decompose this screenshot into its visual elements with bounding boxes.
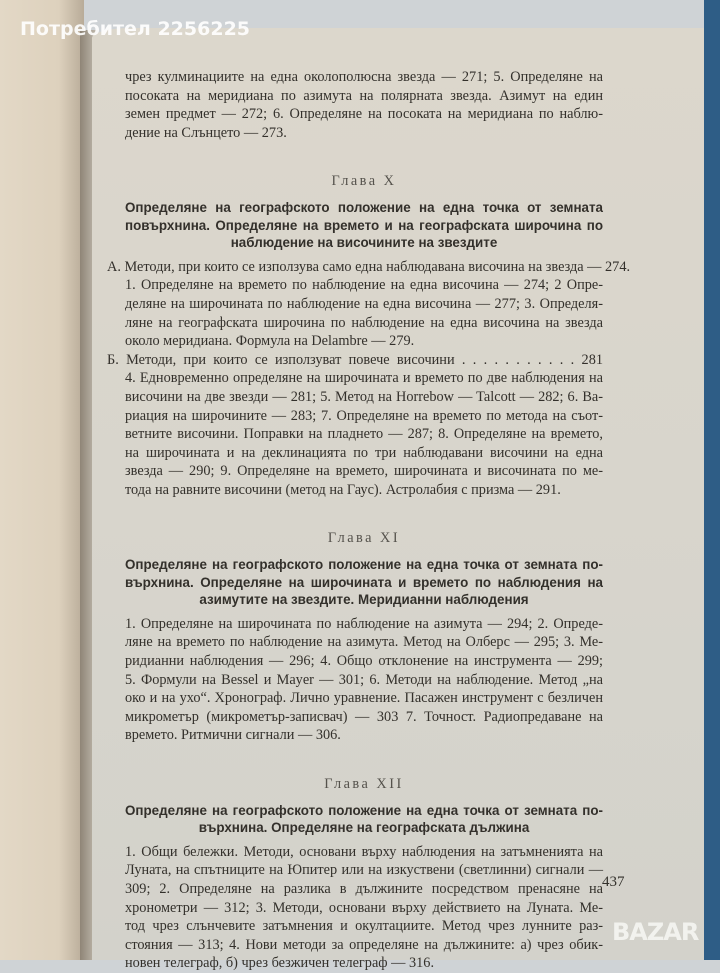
text-line: ляне на географската широчина по наблюдение на една височина на звезда — [125, 314, 603, 331]
text-line: новен телеграф, б) чрез безжичен телеграф — 316. — [125, 955, 435, 972]
text-line: 4. Едновременно определяне на широчината и времето по две наблюдения на — [125, 370, 603, 387]
text-line: върхнина. Определяне на широчината и времето по наблюдения на — [125, 574, 603, 590]
text-line: микрометър (микрометър-записвач) — 303 7. Точност. Радиопредаване на — [125, 708, 603, 725]
chapter-heading — [125, 802, 603, 837]
text-line: 1. Определяне на широчината по наблюдение на азимута — 294; 2. Опреде- — [125, 615, 603, 632]
text-line: върхнина. Определяне на географската дължина — [198, 820, 530, 836]
text-line: земен предмет — 272; 6. Определяне на посоката на меридиана по наблю- — [125, 106, 603, 123]
contents-paragraph — [107, 351, 603, 500]
text-line: около меридиана. Формула на Delambre — 279. — [125, 333, 415, 350]
text-line: 5. Формули на Bessel и Mayer — 301; 6. Методи на наблюдение. Метод „на — [125, 671, 603, 688]
text-line: риация на широчините — 283; 7. Определяне на времето по метода на съот- — [125, 407, 603, 424]
text-line: времето. Ритмични сигнали — 306. — [125, 727, 341, 744]
text-line: хронометри — 312; 3. Методи, основани върху действието на Луната. Ме- — [125, 899, 603, 916]
text-line: чрез кулминациите на една околополюсна звезда — 271; 5. Определяне на — [125, 69, 603, 85]
spacer — [125, 745, 603, 765]
user-watermark: Потребител 2256225 — [20, 18, 251, 40]
text-line: звезда — 290; 9. Определяне на времето, широчината и височината по ме- — [125, 463, 603, 480]
text-line: стояния — 313; 4. Нови методи за определяне на дължините: а) чрез обик- — [125, 936, 603, 953]
text-line: Б. Методи, при които се използуват повече височини . . . . . . . . . . . 281 — [107, 351, 603, 368]
contents-paragraph — [125, 615, 603, 745]
spacer — [125, 499, 603, 519]
text-line: Определяне на географското положение на една точка от земната — [125, 199, 603, 215]
text-line: наблюдение на височините на звездите — [230, 235, 498, 251]
text-line: Луната, на спътниците на Юпитер или на изкуствени (светлинни) сигнали — — [125, 862, 603, 879]
text-line: деляне на широчината по наблюдение на една височина — 277; 3. Определя- — [125, 295, 603, 312]
chapter-title: Глава XII — [324, 776, 404, 792]
contents-paragraph — [107, 258, 631, 351]
spacer — [125, 142, 603, 162]
text-line: посоката на меридиана по азимута на полярната звезда. Азимут на един — [125, 87, 603, 104]
text-line: Определяне на географското положение на една точка от земната по- — [125, 802, 603, 818]
text-line: тода на равните височини (метод на Гаус). Астролабия с призма — 291. — [125, 481, 561, 498]
chapter-heading — [125, 556, 603, 609]
contents-paragraph — [125, 68, 603, 142]
left-page-edge — [0, 0, 84, 960]
text-line: око и на ухо“. Хронограф. Лично уравнение. Пасажен инструмент с безличен — [125, 690, 603, 707]
text-line: на широчината и на деклинацията по три наблюдавани височини на една — [125, 444, 603, 461]
bazar-logo: BAZAR — [612, 918, 699, 946]
text-line: височини на две звезди — 281; 5. Метод на Horrebow — Talcott — 282; 6. Ва- — [125, 388, 603, 405]
text-line: ридианни наблюдения — 296; 4. Общо отклонение на инструмента — 299; — [125, 653, 603, 670]
text-line: 1. Определяне на времето по наблюдение на една височина — 274; 2 Опре- — [125, 277, 603, 294]
text-line: 309; 2. Определяне на разлика в дължините посредством пренасяне на — [125, 880, 603, 897]
text-line: азимутите на звездите. Меридианни наблюдения — [199, 592, 529, 608]
text-line: Определяне на географското положение на една точка от земната по- — [125, 557, 603, 573]
text-line: ветните височини. Поправки на пладнето — 287; 8. Определяне на времето, — [125, 426, 603, 443]
book-cover-edge — [704, 0, 720, 960]
chapter-heading — [125, 199, 603, 252]
text-line: тод чрез слънчевите затъмнения и окултациите. Метод чрез лунните раз- — [125, 918, 603, 935]
text-line: 1. Общи бележки. Методи, основани върху наблюдения на затъмненията на — [125, 843, 603, 860]
chapter-title: Глава XI — [327, 530, 401, 547]
text-line: ляне на времето по наблюдение на азимута. Метод на Олберс — 295; 3. Ме- — [125, 634, 603, 651]
page-number: 437 — [602, 874, 625, 890]
contents-paragraph — [125, 843, 603, 973]
text-line: дение на Слънцето — 273. — [125, 124, 287, 141]
chapter-title: Глава X — [331, 173, 397, 190]
text-line: А. Методи, при които се използува само една наблюдавана височина на звезда — 274. — [107, 258, 631, 275]
text-line: повърхнина. Определяне на времето и на географската широчина по — [125, 217, 603, 233]
